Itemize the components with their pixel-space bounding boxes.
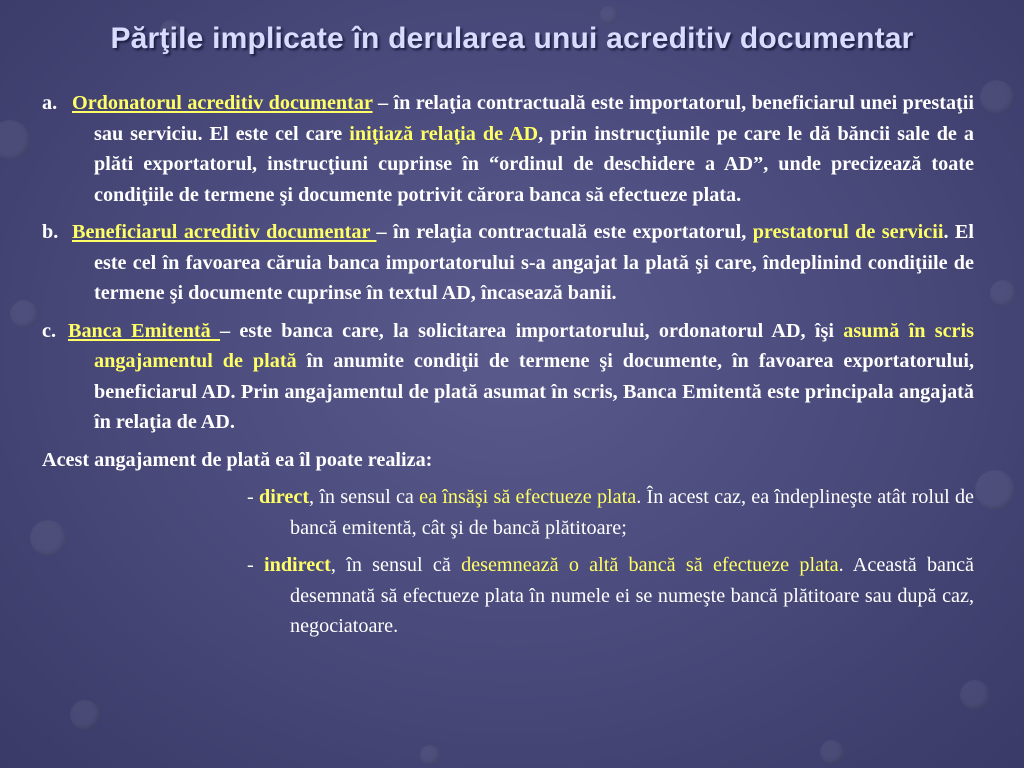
term-beneficiar: Beneficiarul acreditiv documentar	[72, 221, 377, 243]
term-ordonator: Ordonatorul acreditiv documentar	[72, 92, 373, 114]
term-direct: direct	[258, 486, 310, 508]
slide-title: Părţile implicate în derularea unui acreditiv documentar	[110, 22, 914, 55]
item-text: în anumite condiţii de termene şi documente, în favoarea exportatorului, beneficiarul AD. Prin angajamentul de plată asumat în scris, Banca Emitentă este principala angajată în relaţia de AD.	[94, 350, 974, 433]
item-letter: b.	[42, 221, 59, 243]
highlight-text: ea însăşi să efectueze plata	[419, 486, 637, 508]
slide-body	[42, 88, 974, 649]
dash: -	[247, 554, 264, 576]
highlight-text: iniţiază relaţia de AD	[349, 122, 539, 145]
dash: -	[247, 486, 259, 508]
term-banca-emitenta: Banca Emitentă	[68, 319, 221, 342]
list-item-ordonator	[42, 88, 974, 210]
item-text: . El este cel în favoarea căruia banca importatorului s-a angajat la plată şi care, îndeplinind condiţiile de termene şi documente cuprinse în textul AD, încasează banii.	[94, 221, 974, 304]
item-text: , în sensul că	[330, 554, 462, 576]
highlight-text: prestatorul de servicii	[752, 221, 944, 243]
sub-item-indirect	[42, 550, 974, 642]
item-text: . În acest caz, ea îndeplineşte atât rolul de bancă emitentă, cât şi de bancă plătitoare;	[290, 486, 974, 539]
item-text: , în sensul ca	[309, 486, 420, 508]
term-indirect: indirect	[263, 554, 331, 576]
item-text: . Această bancă desemnată să efectueze plata în numele ei se numeşte bancă plătitoare sau după caz, negociatoare.	[290, 554, 975, 637]
item-text: – în relaţia contractuală este importatorul, beneficiarul unei prestaţii sau serviciu. El este cel care	[94, 92, 974, 145]
intro-sentence: Acest angajament de plată ea îl poate realiza:	[42, 448, 433, 471]
highlight-text: desemnează o altă bancă să efectueze plata	[461, 554, 839, 576]
item-text: – în relaţia contractuală este exportatorul,	[376, 221, 753, 243]
list-item-beneficiar	[42, 217, 974, 309]
item-letter: c.	[42, 319, 57, 342]
item-text: – este banca care, la solicitarea importatorului, ordonatorul AD, îşi	[220, 319, 844, 342]
sub-item-direct	[42, 482, 974, 543]
highlight-text: asumă în scris angajamentul de plată	[94, 319, 974, 372]
item-text: , prin instrucţiunile pe care le dă băncii sale de a plăti exportatorul, instrucţiuni cuprinse în “ordinul de deschidere a AD”, unde precizează toate condiţiile de termene şi documente potrivit cărora banca să efectueze plata.	[94, 122, 974, 206]
list-item-banca-emitenta	[42, 316, 974, 438]
item-letter: a.	[42, 92, 58, 114]
